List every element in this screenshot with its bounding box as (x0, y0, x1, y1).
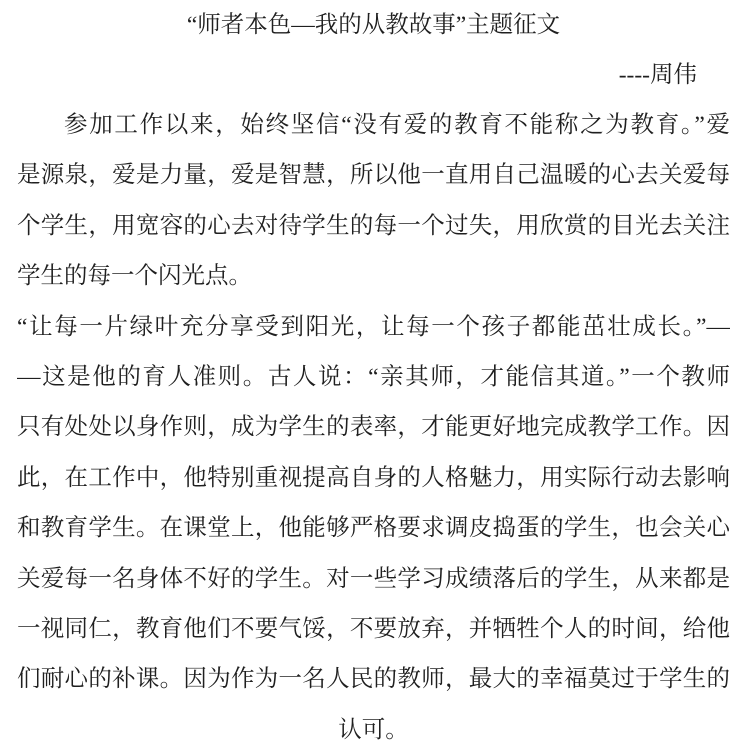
text-line: 关爱每一名身体不好的学生。对一些学习成绩落后的学生，从来都是 (17, 565, 730, 592)
document-body (17, 100, 730, 755)
text-line: 认可。 (338, 716, 409, 743)
text-line: 学生的每一个闪光点。 (17, 263, 252, 290)
text-line: “让每一片绿叶充分享受到阳光，让每一个孩子都能茁壮成长。”— (17, 313, 730, 340)
text-line: 只有处处以身作则，成为学生的表率，才能更好地完成教学工作。因 (17, 414, 730, 441)
text-line: 们耐心的补课。因为作为一名人民的教师，最大的幸福莫过于学生的 (17, 666, 730, 693)
text-line: 此，在工作中，他特别重视提高自身的人格魅力，用实际行动去影响 (17, 464, 730, 491)
document-title: “师者本色—我的从教故事”主题征文 (186, 12, 561, 38)
text-line: 一视同仁，教育他们不要气馁，不要放弃，并牺牲个人的时间，给他 (17, 615, 730, 642)
text-line: 和教育学生。在课堂上，他能够严格要求调皮捣蛋的学生，也会关心 (17, 515, 730, 542)
author-signature: ----周伟 (618, 62, 697, 88)
text-line: —这是他的育人准则。古人说：“亲其师，才能信其道。”一个教师 (17, 363, 730, 390)
text-line: 参加工作以来，始终坚信“没有爱的教育不能称之为教育。”爱 (64, 112, 730, 138)
text-line: 是源泉，爱是力量，爱是智慧，所以他一直用自己温暖的心去关爱每 (17, 162, 730, 189)
text-line: 个学生，用宽容的心去对待学生的每一个过失，用欣赏的目光去关注 (17, 212, 730, 239)
